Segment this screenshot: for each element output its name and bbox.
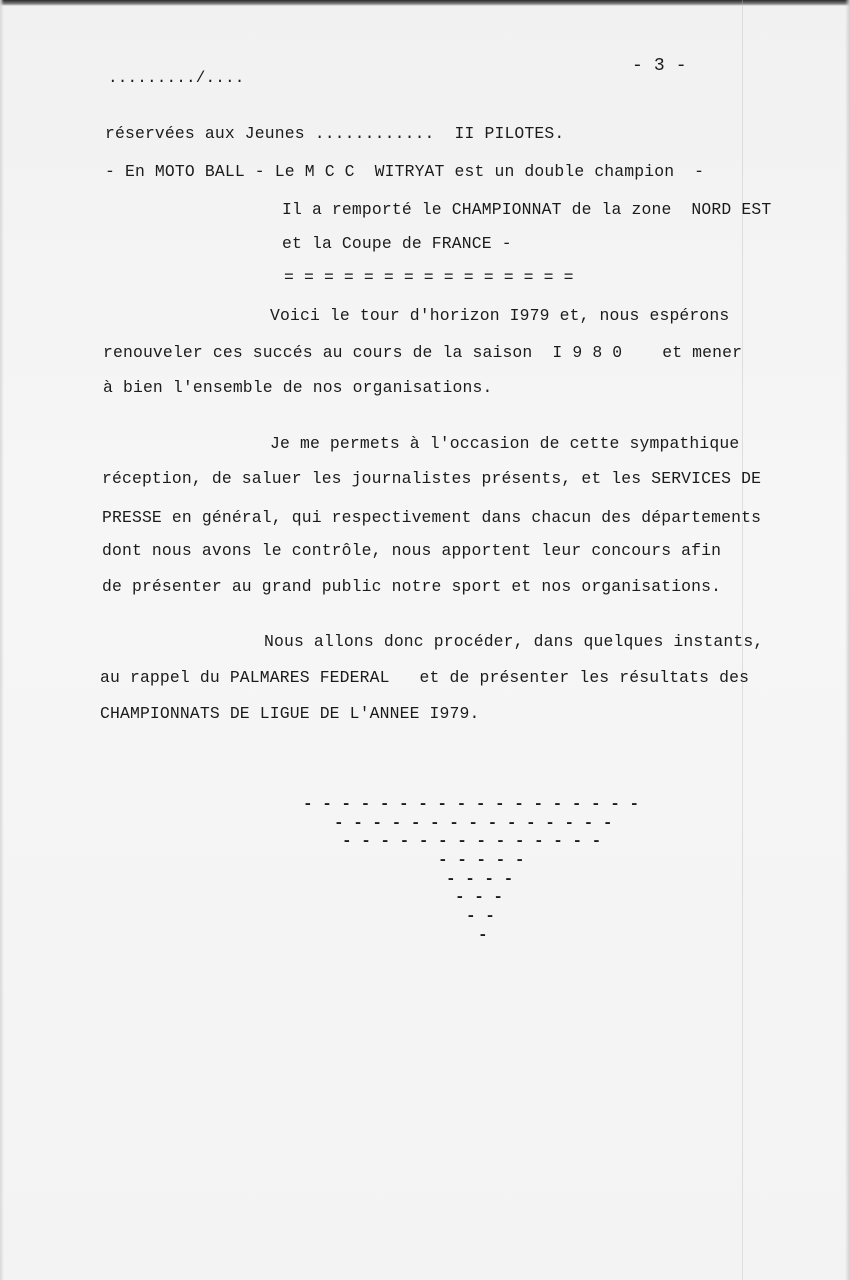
text-line: réservées aux Jeunes ............ II PILOTES. (105, 124, 565, 143)
text-line: Voici le tour d'horizon I979 et, nous espérons (270, 306, 730, 325)
text-line: renouveler ces succés au cours de la saison I 9 8 0 et mener (103, 343, 743, 362)
text-line: PRESSE en général, qui respectivement dans chacun des départements (102, 508, 762, 527)
text-line: et la Coupe de FRANCE - (282, 234, 512, 253)
paper-top-edge (0, 0, 850, 6)
paper-right-edge (845, 0, 850, 1280)
text-line: Je me permets à l'occasion de cette sympathique (270, 434, 740, 453)
text-line: - En MOTO BALL - Le M C C WITRYAT est un double champion - (105, 162, 705, 181)
separator-line: = = = = = = = = = = = = = = = (284, 268, 574, 287)
ornament-row: - - - - - - - - - - - - - - (342, 832, 602, 850)
ornament-row: - - (466, 907, 495, 925)
text-line: au rappel du PALMARES FEDERAL et de présenter les résultats des (100, 668, 750, 687)
ornament-row: - (478, 926, 488, 944)
text-line: CHAMPIONNATS DE LIGUE DE L'ANNEE I979. (100, 704, 480, 723)
text-line: Nous allons donc procéder, dans quelques instants, (264, 632, 764, 651)
ornament-row: - - - - (446, 870, 514, 888)
ornament-row: - - - - - - - - - - - - - - - - - - (303, 795, 640, 813)
page-number: - 3 - (632, 56, 687, 76)
text-line: réception, de saluer les journalistes présents, et les SERVICES DE (102, 469, 762, 488)
text-line: à bien l'ensemble de nos organisations. (103, 378, 493, 397)
text-line: Il a remporté le CHAMPIONNAT de la zone NORD EST (282, 200, 772, 219)
text-line: de présenter au grand public notre sport et nos organisations. (102, 577, 722, 596)
continuation-marker: ........./.... (108, 69, 245, 87)
ornament-row: - - - - - (438, 851, 525, 869)
ornament-row: - - - - - - - - - - - - - - - (334, 814, 613, 832)
paper-left-edge (0, 0, 4, 1280)
text-line: dont nous avons le contrôle, nous apportent leur concours afin (102, 541, 722, 560)
ornament-row: - - - (455, 888, 504, 906)
